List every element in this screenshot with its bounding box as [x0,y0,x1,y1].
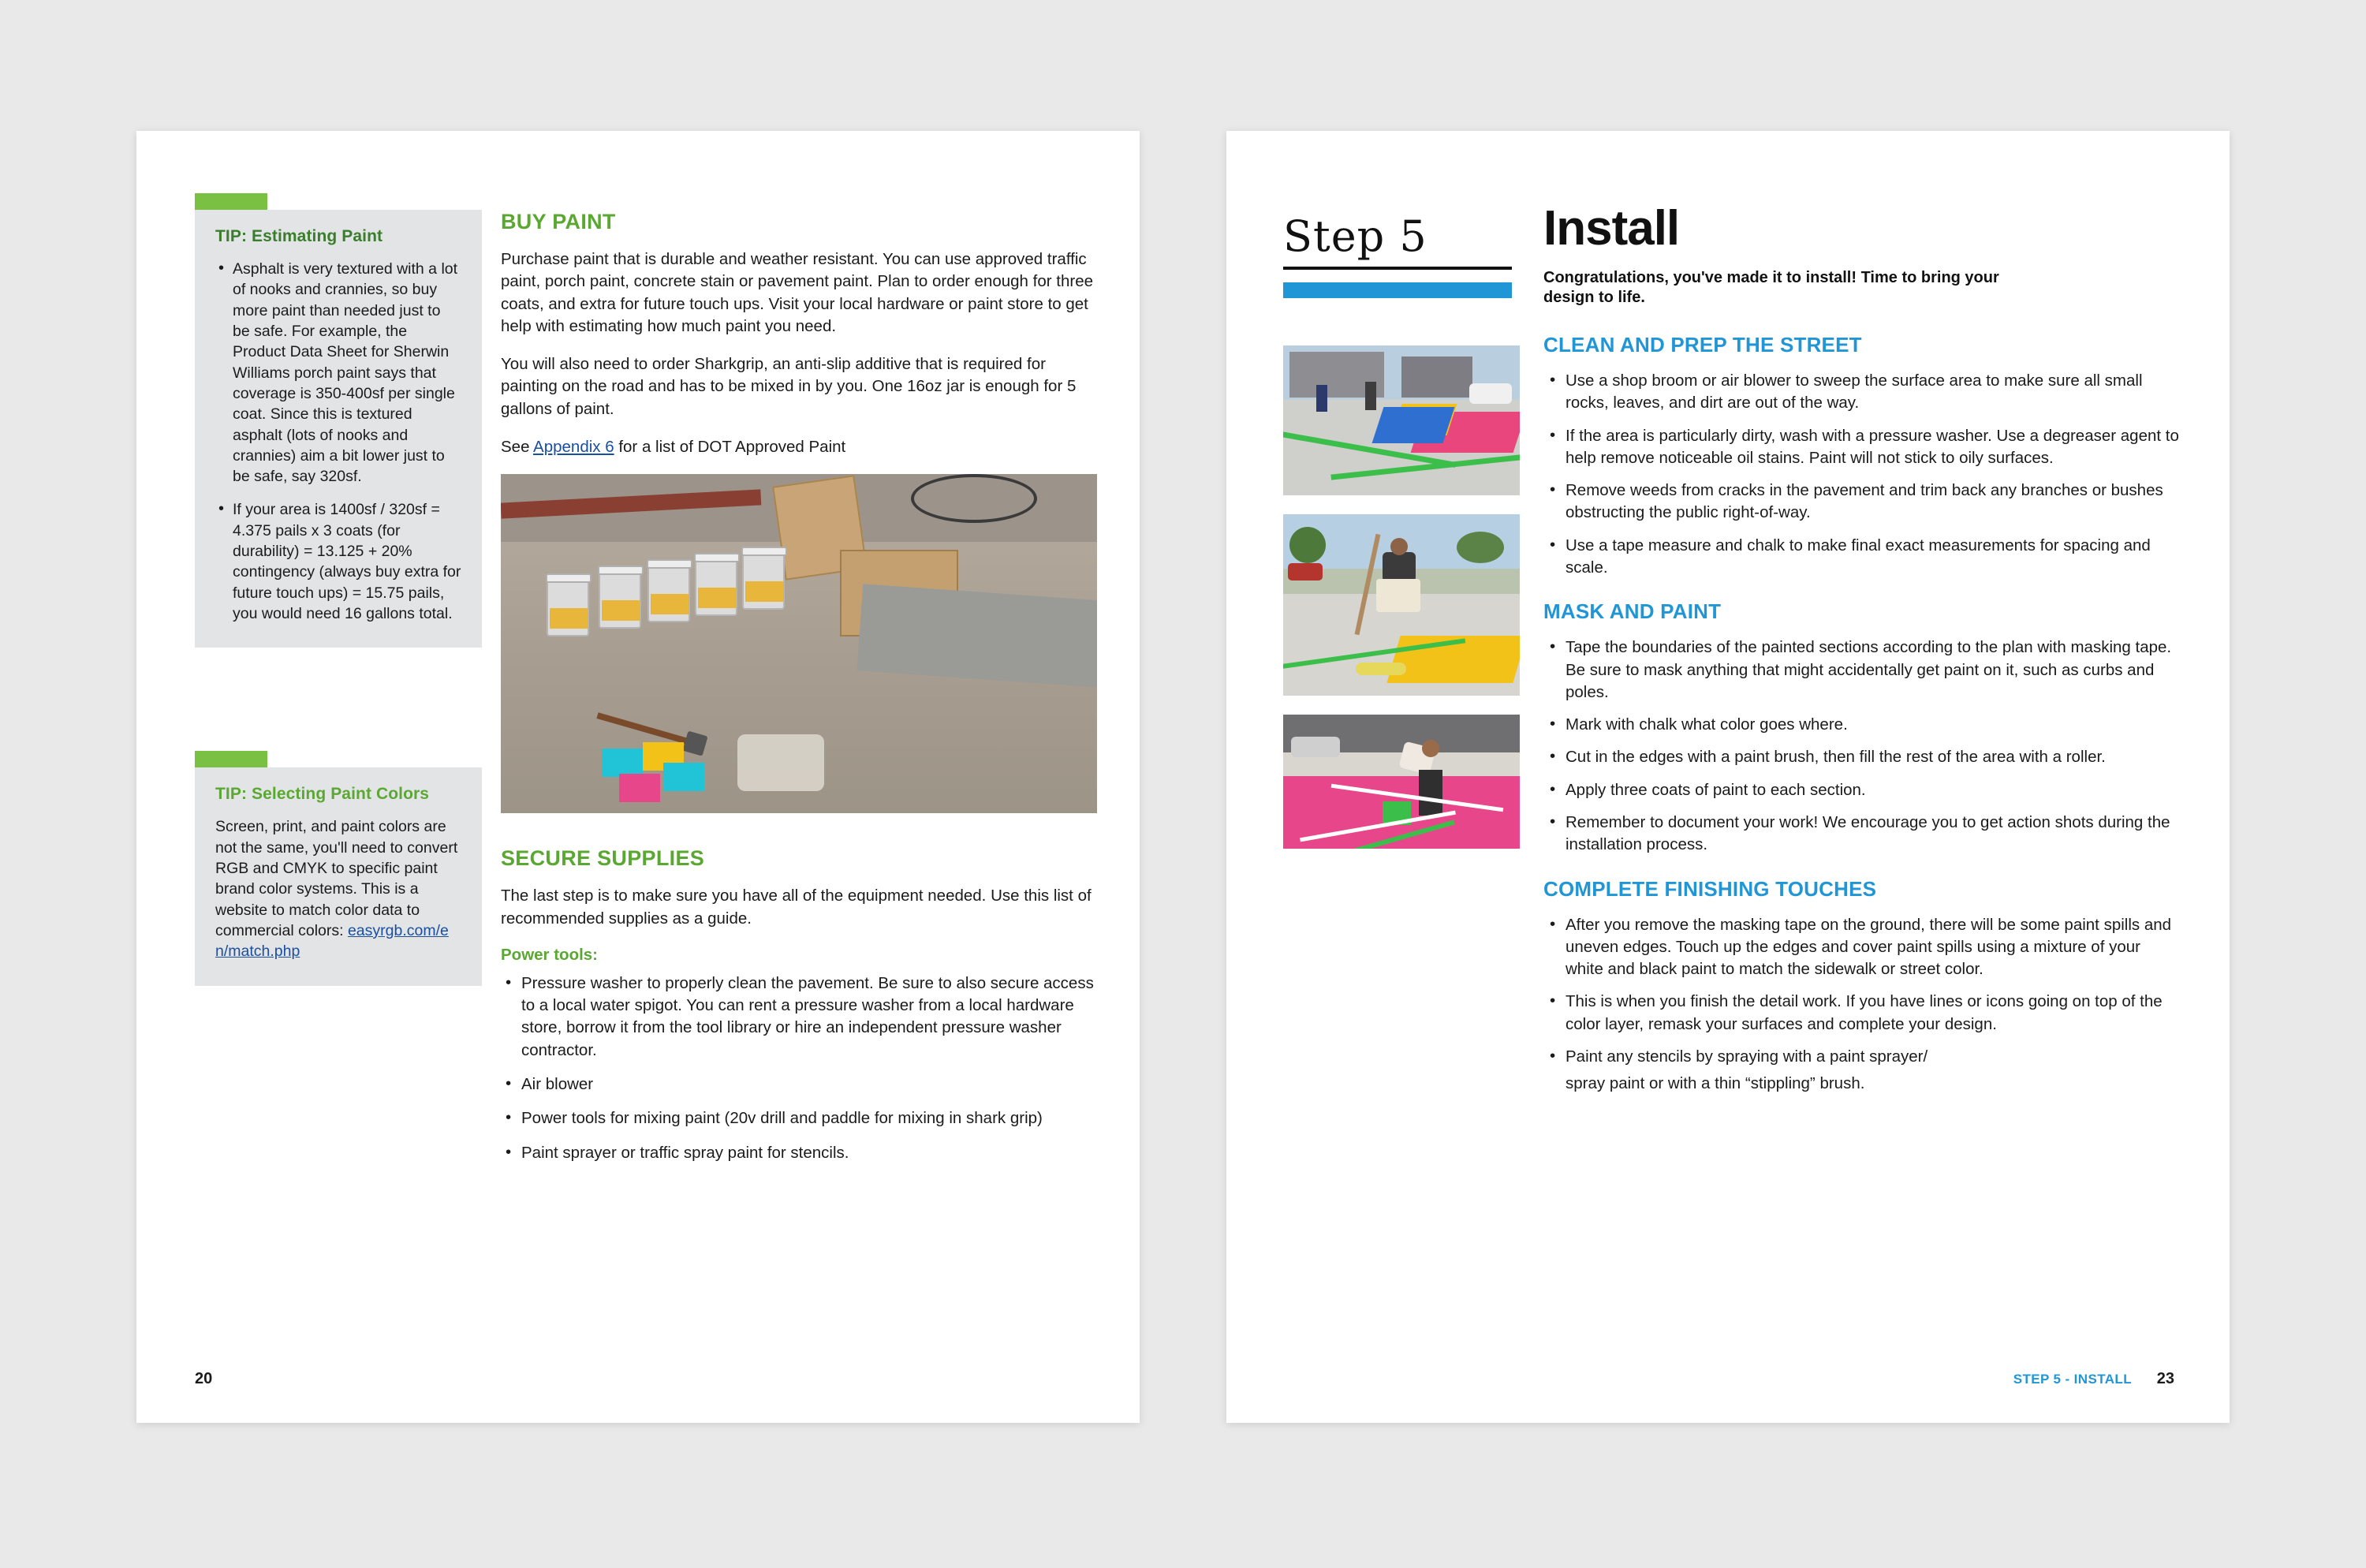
left-main-column [501,210,1097,1176]
section-heading-buy-paint: BUY PAINT [501,210,616,233]
list-item: • Remove weeds from cracks in the pavement and trim back any branches or bushes obstructing the public right-of-way. [1543,480,2182,525]
buy-paint-paragraph-1: Purchase paint that is durable and weather resistant. You can use approved traffic paint, porch paint, concrete stain or pavement paint. Plan to order enough for three coats, and extra for future touch ups. Visit your local hardware or paint store to get help with estimating how much paint you need. [501,250,1093,335]
page-number-right: 23 [2156,1370,2174,1387]
list-item: • Mark with chalk what color goes where. [1543,714,2182,736]
section-heading-secure-supplies: SECURE SUPPLIES [501,846,705,871]
list-item: • After you remove the masking tape on the ground, there will be some paint spills and uneven edges. Touch up the edges and cover paint spills using a mixture of your white and black paint to match the sidewalk or street color. [1543,914,2182,981]
section-heading-finishing-touches: COMPLETE FINISHING TOUCHES [1543,876,1877,901]
list-item: • Remember to document your work! We encourage you to get action shots during the installation process. [1543,812,2182,857]
mask-and-paint-list [1543,637,2182,856]
step-header [1283,201,2178,306]
list-item: • If your area is 1400sf / 320sf = 4.375 pails x 3 coats (for durability) = 13.125 + 20% contingency (always buy extra for future touch ups) = 15.75 pails, you would need 16 gallons total. [215,499,461,624]
appendix-reference [501,436,1097,458]
list-item: • If the area is particularly dirty, wash with a pressure washer. Use a degreaser agent to help remove noticeable oil stains. Paint will not stick to oily surfaces. [1543,425,2182,470]
list-item: • Power tools for mixing paint (20v drill and paddle for mixing in shark grip) [501,1107,1097,1129]
photo-detail [663,763,704,791]
list-item: • Cut in the edges with a paint brush, then fill the rest of the area with a roller. [1543,746,2182,768]
photo-rolling-yellow-paint [1283,514,1520,696]
green-accent-bar [195,751,267,767]
see-suffix: for a list of DOT Approved Paint [614,437,846,456]
tip-bullet-list [215,259,461,624]
step-rule [1283,267,1512,270]
list-item: • Paint sprayer or traffic spray paint for stencils. [501,1142,1097,1164]
section-heading-clean-and-prep: CLEAN AND PREP THE STREET [1543,333,1862,357]
clean-and-prep-list [1543,370,2182,579]
photo-detail [602,749,643,777]
appendix-6-link[interactable]: Appendix 6 [533,437,614,456]
list-item: • Pressure washer to properly clean the pavement. Be sure to also secure access to a local water spigot. You can rent a pressure washer from a local hardware store, borrow it from the tool library or hire an independent pressure washer contractor. [501,973,1097,1062]
step-label: Step 5 [1283,211,1427,261]
photo-detail [695,556,737,616]
list-item: • Tape the boundaries of the painted sections according to the plan with masking tape. Be sure to mask anything that might accidentally get paint on it, such as curbs and poles. [1543,637,2182,704]
photo-detail [647,562,690,622]
finishing-touches-tail: spray paint or with a thin “stippling” brush. [1566,1074,1865,1093]
list-item: • This is when you finish the detail work. If you have lines or icons going on top of the color layer, remask your surfaces and complete your design. [1543,991,2182,1036]
photo-detail [619,774,660,802]
supplies-subheading: Power tools: [501,945,599,964]
tip-paragraph-text: Screen, print, and paint colors are not the same, you'll need to convert RGB and CMYK to specific paint brand color systems. This is a website to match color data to commercial colors: [215,818,458,939]
blue-accent-bar [1283,282,1512,298]
page-subtitle: Congratulations, you've made it to install! Time to bring your design to life. [1543,269,1999,306]
photo-detail [547,577,589,637]
list-item: • Asphalt is very textured with a lot of nooks and crannies, so buy more paint than needed just to be safe. For example, the Product Data Sheet for Sherwin Williams porch paint says that coverage is 350-400sf per single coat. Since this is textured asphalt (lots of nooks and crannies) aim a bit lower just to be safe, say 320sf. [215,259,461,487]
page-title: Install [1543,201,1680,256]
green-accent-bar [195,193,267,210]
photo-detail [857,584,1097,688]
list-item: • Paint any stencils by spraying with a paint sprayer/ [1543,1046,2182,1068]
see-prefix: See [501,437,534,456]
page-left [136,131,1140,1423]
photo-sweeping-street [1283,345,1520,495]
page-right-content [1283,203,2178,1391]
page-number-left: 20 [195,1370,213,1387]
page-left-content [195,210,1094,1391]
list-item: • Air blower [501,1073,1097,1096]
section-heading-mask-and-paint: MASK AND PAINT [1543,599,1722,624]
supplies-list [501,973,1097,1164]
photo-detail [737,734,824,791]
photo-detail [599,569,641,629]
list-item: • Apply three coats of paint to each section. [1543,779,2182,801]
buy-paint-paragraph-2: You will also need to order Sharkgrip, an anti-slip additive that is required for painting on the road and has to be mixed in by you. One 16oz jar is enough for 5 gallons of paint. [501,355,1077,418]
right-photo-column [1283,345,1520,868]
photo-detail [742,550,785,610]
photo-painting-pink-section [1283,715,1520,849]
spacer [195,648,482,767]
tip-box-estimating-paint [195,210,482,648]
tip-box-selecting-paint-colors [195,767,482,985]
right-text-column [1543,328,2182,1095]
left-sidebar-column [195,210,482,986]
list-item: • Use a tape measure and chalk to make final exact measurements for spacing and scale. [1543,535,2182,580]
list-item: • Use a shop broom or air blower to sweep the surface area to make sure all small rocks, leaves, and dirt are out of the way. [1543,370,2182,415]
finishing-touches-list [1543,914,2182,1069]
tip-title: TIP: Estimating Paint [215,227,383,245]
photo-paint-cans-on-pavement [501,474,1097,813]
photo-detail [911,474,1037,523]
spacer [501,813,1097,846]
tip-paragraph [215,816,461,961]
footer-section-label: STEP 5 - INSTALL [2013,1372,2132,1387]
secure-supplies-intro: The last step is to make sure you have all of the equipment needed. Use this list of recommended supplies as a guide. [501,887,1092,928]
tip-title: TIP: Selecting Paint Colors [215,785,430,804]
easyrgb-link[interactable]: easyrgb.com/en/match.php [215,921,449,961]
page-right [1226,131,2230,1423]
